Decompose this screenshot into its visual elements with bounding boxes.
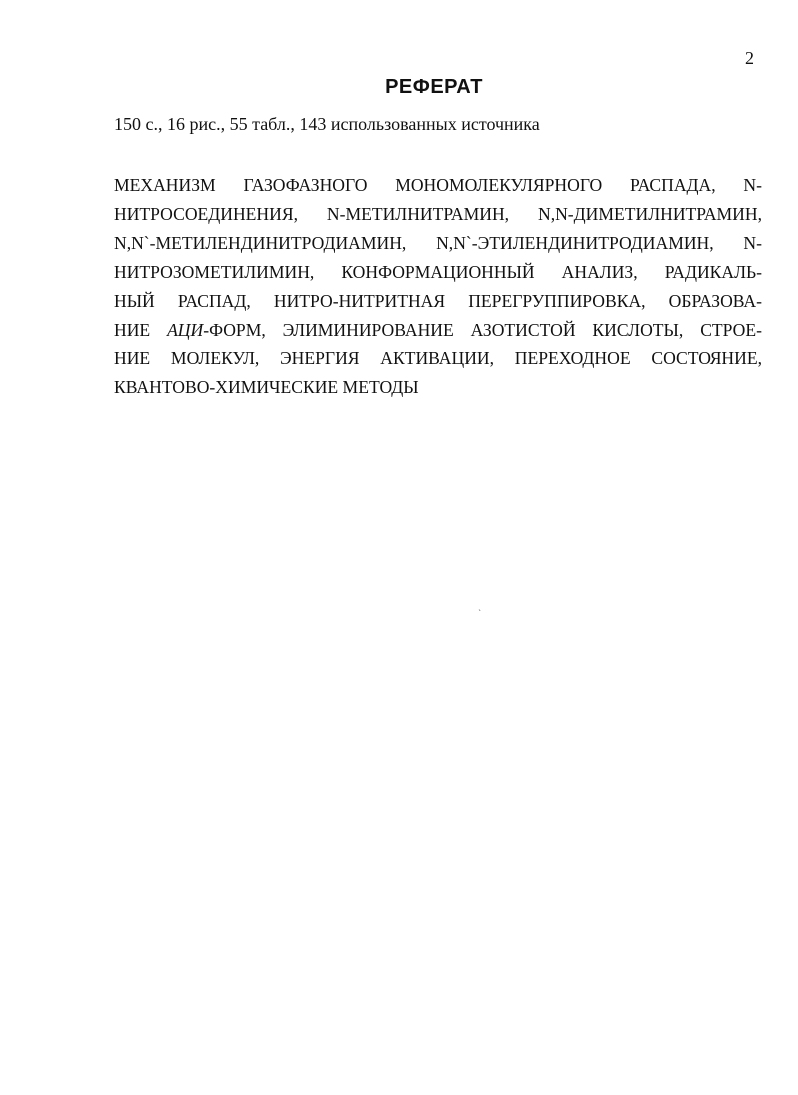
keywords-line-1: МЕХАНИЗМ ГАЗОФАЗНОГО МОНОМОЛЕКУЛЯРНОГО РАСПАДА, N- [114,175,762,195]
keywords-line-6-pre: НИЕ [114,319,168,340]
page-title: РЕФЕРАТ [385,76,483,98]
page-number: 2 [745,48,754,68]
keywords-line-2: НИТРОСОЕДИНЕНИЯ, N-МЕТИЛНИТРАМИН, N,N-ДИМЕТИЛНИТРАМИН, [114,203,762,224]
keywords-line-8: КВАНТОВО-ХИМИЧЕСКИЕ МЕТОДЫ [114,377,419,398]
keywords-paragraph [114,171,762,402]
scan-speck: ˎ [478,602,482,611]
keywords-line-3: N,N`-МЕТИЛЕНДИНИТРОДИАМИН, N,N`-ЭТИЛЕНДИНИТРОДИАМИН, N- [114,232,762,253]
keywords-line-5: НЫЙ РАСПАД, НИТРО-НИТРИТНАЯ ПЕРЕГРУППИРОВКА, ОБРАЗОВА- [114,290,762,311]
keywords-line-4: НИТРОЗОМЕТИЛИМИН, КОНФОРМАЦИОННЫЙ АНАЛИЗ, РАДИКАЛЬ- [114,261,762,282]
keywords-line-7: НИЕ МОЛЕКУЛ, ЭНЕРГИЯ АКТИВАЦИИ, ПЕРЕХОДНОЕ СОСТОЯНИЕ, [114,348,762,369]
keywords-line-6-italic: АЦИ [167,319,204,340]
keywords-line-6-post: -ФОРМ, ЭЛИМИНИРОВАНИЕ АЗОТИСТОЙ КИСЛОТЫ, СТРОЕ- [203,319,762,340]
abstract-meta: 150 с., 16 рис., 55 табл., 143 использованных источника [114,114,540,134]
keywords-line-6 [114,316,762,345]
